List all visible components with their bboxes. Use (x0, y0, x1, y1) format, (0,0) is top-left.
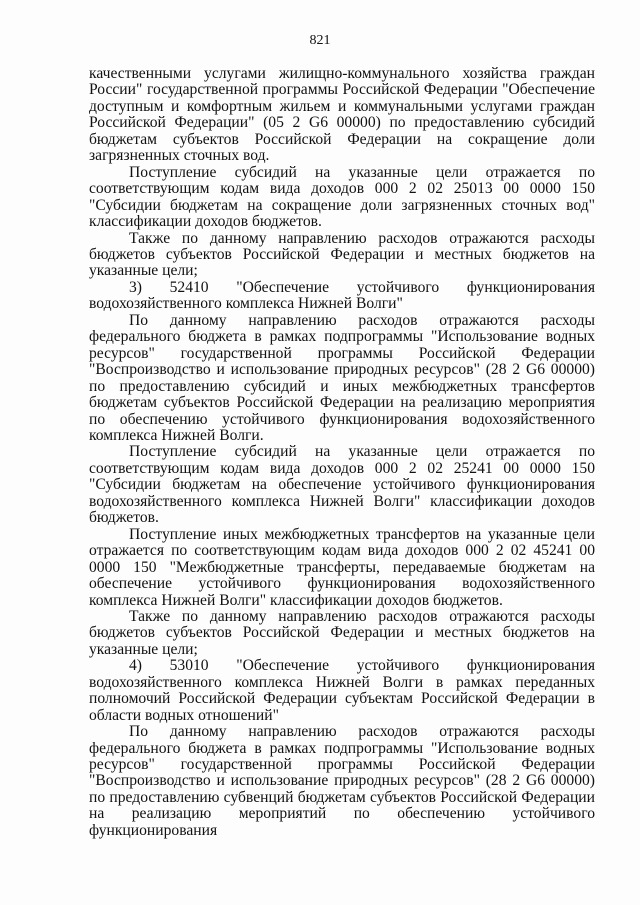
paragraph-regional-expenses: Также по данному направлению расходов отражаются расходы бюджетов субъектов Российской Федерации и местных бюджетов на указанные цели; (89, 229, 595, 280)
paragraph-subsidy-receipt: Поступление субсидий на указанные цели отражается по соответствующим кодам вида доходов 000 2 02 25013 00 0000 150 "Субсидии бюджетам на сокращение доли загрязненных сточных вод" классификации доходов бюджетов. (89, 163, 595, 231)
paragraph-federal-expenses: По данному направлению расходов отражаются расходы федерального бюджета в рамках подпрограммы "Использование водных ресурсов" государственной программы Российской Федерации "Воспроизводство и использование природных ресурсов" (28 2 G6 00000) по предоставлению субсидий и иных межбюджетных трансфертов бюджетам субъектов Российской Федерации на реализацию мероприятия по обеспечению устойчивого функционирования водохозяйственного комплекса Нижней Волги. (89, 311, 595, 444)
paragraph-item-4-heading: 4) 53010 "Обеспечение устойчивого функционирования водохозяйственного комплекса Нижней Волги в рамках переданных полномочий Российской Федерации субъектам Российской Федерации в области водных отношений" (89, 657, 595, 724)
document-body (89, 66, 595, 839)
paragraph-item-3-heading: 3) 52410 "Обеспечение устойчивого функционирования водохозяйственного комплекса Нижней Волги" (89, 278, 595, 313)
paragraph-transfers-receipt: Поступление иных межбюджетных трансфертов на указанные цели отражается по соответствующим кодам вида доходов 000 2 02 45241 00 0000 150 "Межбюджетные трансферты, передаваемые бюджетам на обеспечение устойчивого функционирования водохозяйственного комплекса Нижней Волги" классификации доходов бюджетов. (89, 525, 595, 609)
page-number: 821 (309, 33, 331, 48)
paragraph-regional-expenses-2: Также по данному направлению расходов отражаются расходы бюджетов субъектов Российской Федерации и местных бюджетов на указанные цели; (89, 607, 595, 658)
paragraph-continuation: качественными услугами жилищно-коммунального хозяйства граждан России" государственной программы Российской Федерации "Обеспечение доступным и комфортным жильем и коммунальными услугами граждан Российской Федерации" (05 2 G6 00000) по предоставлению субсидий бюджетам субъектов Российской Федерации на сокращение доли загрязненных сточных вод. (89, 65, 595, 165)
paragraph-federal-expenses-2: По данному направлению расходов отражаются расходы федерального бюджета в рамках подпрограммы "Использование водных ресурсов" государственной программы Российской Федерации "Воспроизводство и использование природных ресурсов" (28 2 G6 00000) по предоставлению субвенций бюджетам субъектов Российской Федерации на реализацию мероприятий по обеспечению устойчивого функционирования (89, 723, 595, 839)
paragraph-subsidy-receipt-2: Поступление субсидий на указанные цели отражается по соответствующим кодам вида доходов 000 2 02 25241 00 0000 150 "Субсидии бюджетам на обеспечение устойчивого функционирования водохозяйственного комплекса Нижней Волги" классификации доходов бюджетов. (89, 443, 595, 527)
